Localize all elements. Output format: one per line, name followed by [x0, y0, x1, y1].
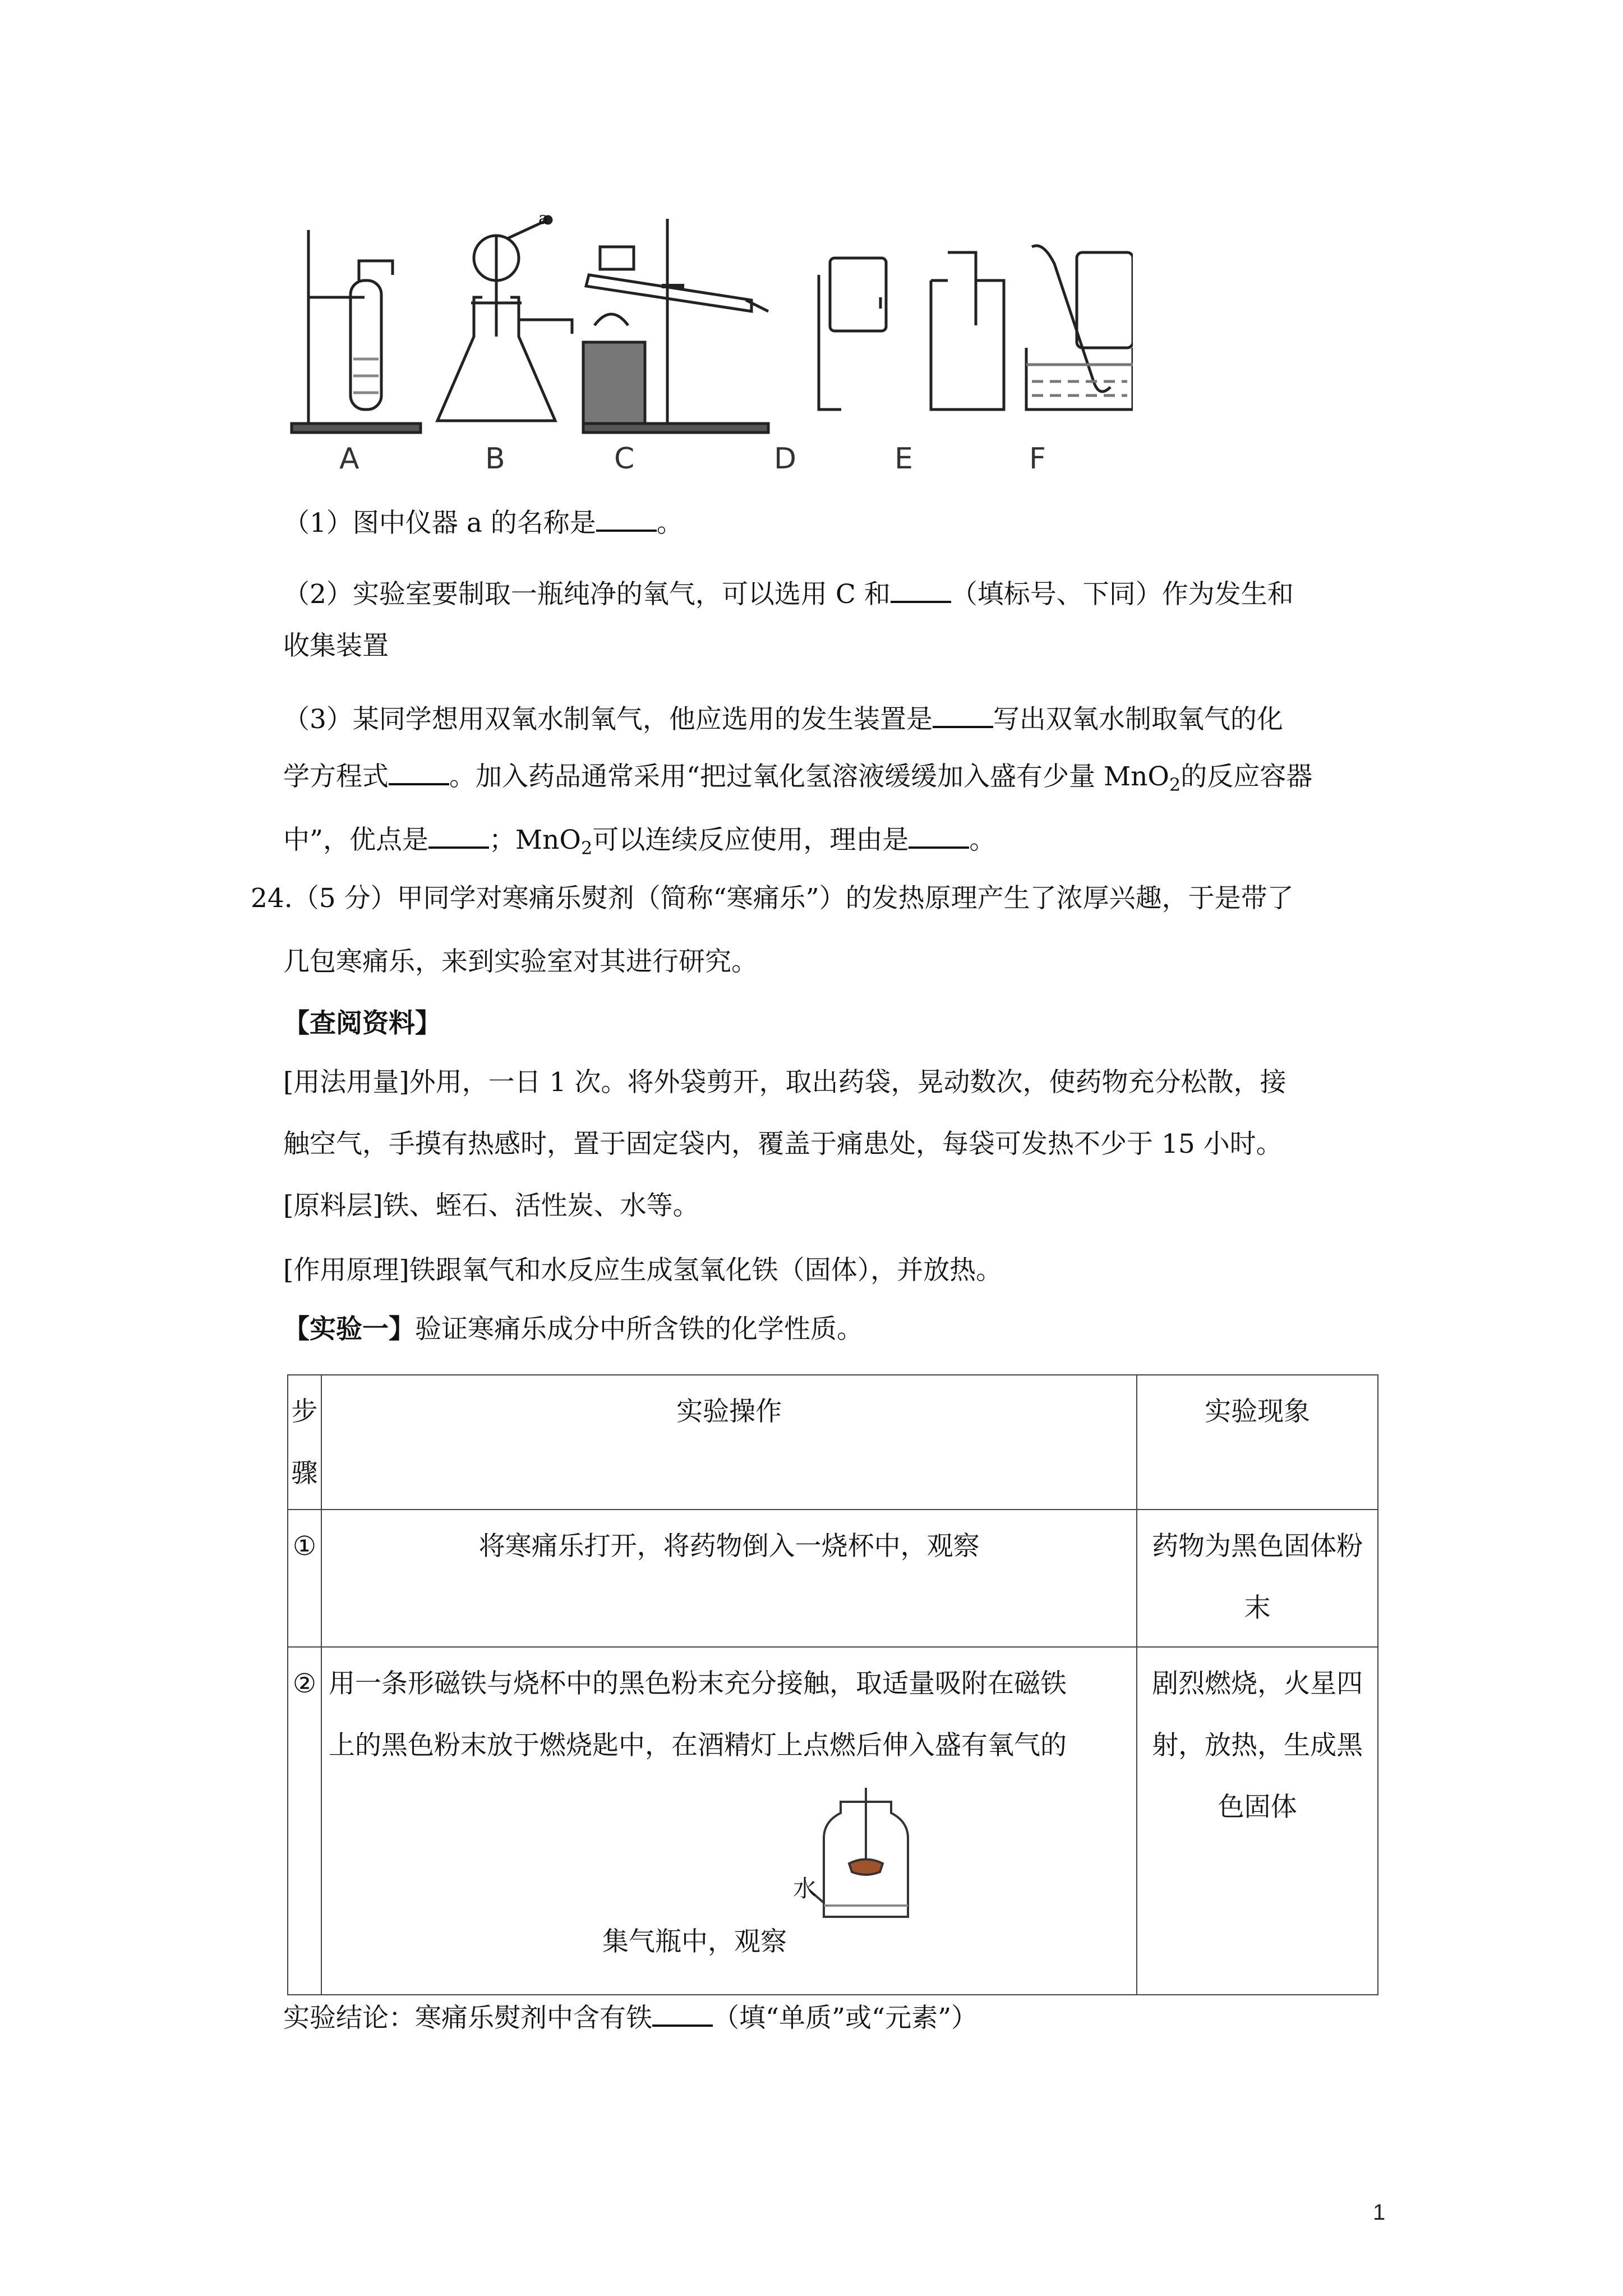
row1-observation: 药物为黑色固体粉末: [1137, 1510, 1378, 1647]
principle-line: [作用原理]铁跟氧气和水反应生成氢氧化铁（固体），并放热。: [283, 1255, 1003, 1286]
q24-intro-line1: 24.（5 分）甲同学对寒痛乐熨剂（简称“寒痛乐”）的发热原理产生了浓厚兴趣，于是带了: [251, 883, 1294, 914]
apparatus-f-icon: [1026, 246, 1133, 409]
experiment-table: [287, 1374, 1378, 1995]
q23-part3-line1: （3）某同学想用双氧水制氧气，他应选用的发生装置是 写出双氧水制取氧气的化: [283, 701, 1283, 737]
apparatus-d-icon: [819, 258, 886, 409]
answer-blank: [933, 701, 993, 728]
apparatus-a-icon: [292, 230, 421, 432]
page-number: 1: [1373, 2200, 1386, 2225]
apparatus-drawing: [280, 213, 1133, 438]
answer-blank: [652, 2000, 713, 2027]
apparatus-e-icon: [931, 252, 1004, 409]
figure-label-c: C: [614, 442, 635, 476]
marker-a-label: a: [538, 209, 548, 228]
q23-part2-line2: 收集装置: [283, 631, 389, 661]
row1-step: ①: [288, 1510, 321, 1647]
row1-operation: 将寒痛乐打开，将药物倒入一烧杯中，观察: [321, 1510, 1137, 1647]
q23-part1: （1）图中仪器 a 的名称是 。: [283, 505, 683, 540]
table-header-row: [288, 1375, 1378, 1510]
conclusion-line: 实验结论：寒痛乐熨剂中含有铁 （填“单质”或“元素”）: [283, 2000, 978, 2035]
q23-part3-line2: 学方程式 。加入药品通常采用“把过氧化氢溶液缓缓加入盛有少量 MnO$_2$的反应容器: [283, 758, 1312, 802]
header-operation: 实验操作: [321, 1375, 1137, 1510]
apparatus-b-icon: [437, 217, 572, 421]
answer-blank: [389, 758, 449, 785]
water-label: 水: [792, 1875, 817, 1902]
figure-label-b: B: [485, 442, 505, 476]
experiment1-line: 【实验一】验证寒痛乐成分中所含铁的化学性质。: [283, 1314, 863, 1345]
row2-observation: 剧烈燃烧，火星四射，放热，生成黑色固体: [1137, 1647, 1378, 1995]
answer-blank: [428, 822, 489, 849]
q24-intro-line2: 几包寒痛乐，来到实验室对其进行研究。: [283, 946, 758, 977]
table-row: [288, 1647, 1378, 1995]
header-observation: 实验现象: [1137, 1375, 1378, 1510]
experiment1-title: 【实验一】: [283, 1314, 415, 1345]
figure-label-d: D: [774, 442, 797, 476]
figure-label-a: A: [339, 442, 359, 476]
apparatus-figure: [280, 209, 1133, 482]
row2-step: ②: [288, 1647, 321, 1995]
answer-blank: [909, 822, 969, 849]
figure-label-e: E: [895, 442, 913, 476]
header-step: 步骤: [288, 1375, 321, 1510]
answer-blank: [891, 576, 951, 603]
materials-line: [原料层]铁、蛭石、活性炭、水等。: [283, 1190, 699, 1221]
gas-jar-icon: [810, 1788, 922, 1934]
usage-line1: [用法用量]外用，一日 1 次。将外袋剪开，取出药袋，晃动数次，使药物充分松散，接: [283, 1067, 1287, 1098]
usage-line2: 触空气，手摸有热感时，置于固定袋内，覆盖于痛患处，每袋可发热不少于 15 小时。: [283, 1129, 1283, 1159]
figure-label-f: F: [1029, 442, 1046, 476]
apparatus-c-icon: [583, 219, 768, 432]
q23-part2-line1: （2）实验室要制取一瓶纯净的氧气，可以选用 C 和 （填标号、下同）作为发生和: [283, 576, 1294, 611]
row2-operation-line3: 集气瓶中，观察: [602, 1926, 787, 1957]
q23-part3-line3: 中”，优点是 ；MnO$_2$可以连续反应使用，理由是 。: [283, 822, 995, 865]
reference-heading: 【查阅资料】: [283, 1008, 441, 1039]
row2-operation: 用一条形磁铁与烧杯中的黑色粉末充分接触，取适量吸附在磁铁 上的黑色粉末放于燃烧匙中，在酒精灯上点燃后伸入盛有氧气的 水 集气瓶中，观察: [321, 1647, 1137, 1995]
answer-blank: [596, 505, 657, 532]
table-row: [288, 1510, 1378, 1647]
